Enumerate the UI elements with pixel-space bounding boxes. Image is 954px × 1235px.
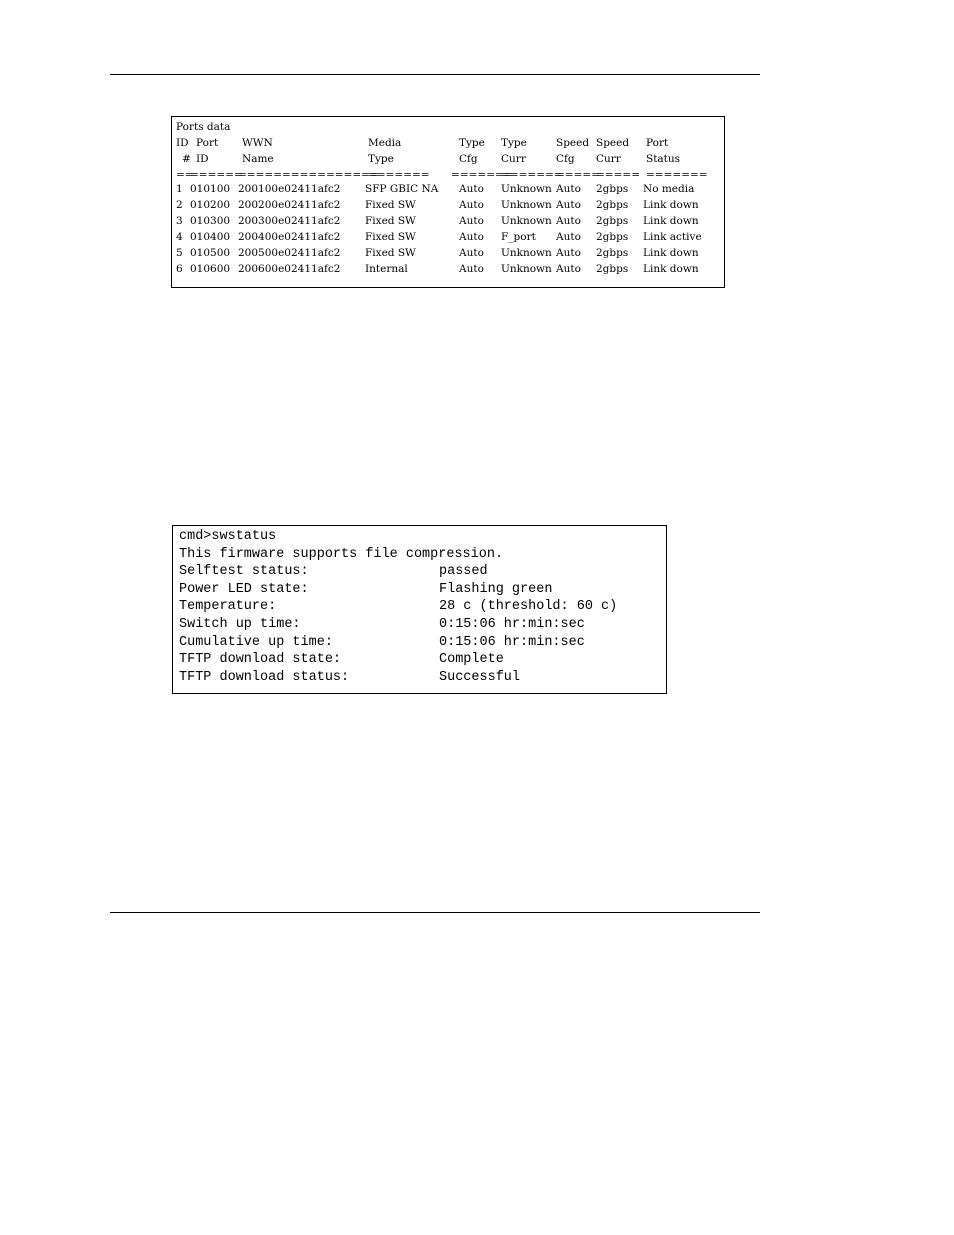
table-cell: 2gbps: [596, 263, 629, 275]
table-cell: 010300: [190, 215, 231, 227]
table-cell: 3: [176, 215, 183, 227]
status-line: [179, 634, 666, 652]
table-cell: =======: [501, 169, 563, 181]
table-cell: Auto: [556, 231, 581, 243]
table-cell: Auto: [459, 263, 484, 275]
status-label: Cumulative up time:: [179, 634, 333, 650]
status-line: [179, 651, 666, 669]
table-cell: Auto: [459, 231, 484, 243]
table-cell: 2gbps: [596, 215, 629, 227]
table-cell: Auto: [556, 263, 581, 275]
table-cell: Link down: [643, 199, 699, 211]
status-line: [179, 616, 666, 634]
table-cell: Auto: [459, 183, 484, 195]
header-rule: [110, 74, 760, 75]
table-cell: Link down: [643, 263, 699, 275]
table-cell: Unknown: [501, 263, 552, 275]
table-cell: ================: [238, 169, 379, 181]
table-row: [172, 229, 724, 245]
table-cell: 1: [176, 183, 183, 195]
status-value: passed: [439, 564, 488, 580]
table-cell: Type: [501, 137, 527, 149]
table-cell: Link down: [643, 247, 699, 259]
table-cell: Name: [242, 153, 274, 165]
status-value: Successful: [439, 669, 521, 685]
ports-header-row: [172, 135, 724, 151]
table-cell: Curr: [501, 153, 526, 165]
table-cell: =======: [451, 169, 513, 181]
table-cell: Auto: [459, 247, 484, 259]
table-cell: 200400e02411afc2: [238, 231, 341, 243]
swstatus-output: [172, 525, 667, 694]
status-value: Complete: [439, 652, 504, 668]
table-cell: Status: [646, 153, 681, 165]
table-cell: Cfg: [459, 153, 478, 165]
table-cell: 2gbps: [596, 199, 629, 211]
table-cell: =======: [646, 169, 708, 181]
table-cell: Auto: [459, 215, 484, 227]
table-cell: 010200: [190, 199, 231, 211]
table-cell: #: [182, 153, 191, 165]
status-value: 28 c (threshold: 60 c): [439, 599, 618, 615]
table-cell: Auto: [459, 199, 484, 211]
status-value: Flashing green: [439, 581, 553, 597]
table-cell: Speed: [596, 137, 630, 149]
table-cell: Unknown: [501, 199, 552, 211]
ports-title: Ports data: [176, 121, 231, 133]
table-cell: =====: [556, 169, 600, 181]
table-cell: Speed: [556, 137, 590, 149]
table-cell: Type: [459, 137, 485, 149]
table-cell: Auto: [556, 215, 581, 227]
table-cell: 200200e02411afc2: [238, 199, 341, 211]
status-label: Selftest status:: [179, 564, 309, 580]
table-cell: Auto: [556, 247, 581, 259]
table-cell: 2: [176, 199, 183, 211]
message-line: [179, 546, 666, 564]
command-line: [179, 528, 666, 546]
command-text: cmd>swstatus: [179, 529, 277, 544]
table-cell: F_port: [501, 231, 536, 243]
table-cell: ID: [196, 153, 209, 165]
table-cell: =====: [596, 169, 640, 181]
footer-rule: [110, 912, 760, 913]
table-row: [172, 245, 724, 261]
table-cell: =======: [368, 169, 430, 181]
table-cell: 200300e02411afc2: [238, 215, 341, 227]
table-cell: 4: [176, 231, 183, 243]
table-cell: Media: [368, 137, 402, 149]
table-row: [172, 261, 724, 277]
status-line: [179, 563, 666, 581]
table-row: [172, 197, 724, 213]
table-cell: SFP GBIC NA: [365, 183, 439, 195]
table-cell: Fixed SW: [365, 199, 416, 211]
table-cell: Link active: [643, 231, 702, 243]
status-label: Temperature:: [179, 599, 277, 615]
status-label: Power LED state:: [179, 581, 309, 597]
table-cell: Fixed SW: [365, 215, 416, 227]
table-cell: Port: [196, 137, 219, 149]
table-cell: 200100e02411afc2: [238, 183, 341, 195]
table-cell: ID: [176, 137, 189, 149]
table-cell: Fixed SW: [365, 247, 416, 259]
table-cell: WWN: [242, 137, 273, 149]
table-cell: 2gbps: [596, 247, 629, 259]
table-cell: Cfg: [556, 153, 575, 165]
table-cell: Internal: [365, 263, 408, 275]
table-cell: 2gbps: [596, 183, 629, 195]
table-cell: Link down: [643, 215, 699, 227]
status-label: TFTP download status:: [179, 669, 350, 685]
table-cell: No media: [643, 183, 695, 195]
table-cell: 200500e02411afc2: [238, 247, 341, 259]
status-value: 0:15:06 hr:min:sec: [439, 616, 585, 632]
table-cell: Fixed SW: [365, 231, 416, 243]
status-label: TFTP download state:: [179, 652, 342, 668]
table-cell: Auto: [556, 183, 581, 195]
table-row: [172, 213, 724, 229]
ports-header-row: [172, 151, 724, 167]
table-cell: Unknown: [501, 247, 552, 259]
status-line: [179, 581, 666, 599]
table-cell: Type: [368, 153, 394, 165]
table-cell: ==: [176, 169, 194, 181]
status-line: [179, 669, 666, 687]
ports-data-output: [171, 116, 725, 288]
table-row: [172, 181, 724, 197]
table-cell: Curr: [596, 153, 621, 165]
table-cell: 010600: [190, 263, 231, 275]
table-cell: 6: [176, 263, 183, 275]
table-cell: Unknown: [501, 215, 552, 227]
table-cell: Auto: [556, 199, 581, 211]
table-cell: 010400: [190, 231, 231, 243]
table-cell: ======: [190, 169, 243, 181]
table-cell: Unknown: [501, 183, 552, 195]
message-text: This firmware supports file compression.: [179, 546, 504, 562]
table-cell: 200600e02411afc2: [238, 263, 341, 275]
table-cell: 2gbps: [596, 231, 629, 243]
table-cell: Port: [646, 137, 669, 149]
status-line: [179, 598, 666, 616]
table-cell: 010100: [190, 183, 231, 195]
status-value: 0:15:06 hr:min:sec: [439, 634, 585, 650]
table-cell: 010500: [190, 247, 231, 259]
table-cell: 5: [176, 247, 183, 259]
status-label: Switch up time:: [179, 616, 301, 632]
